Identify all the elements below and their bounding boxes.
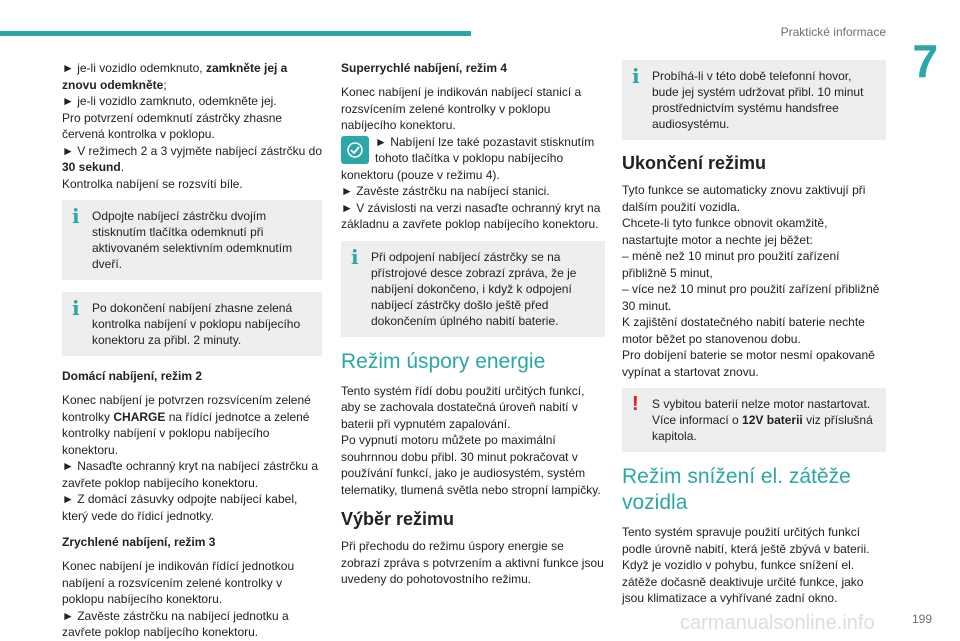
paragraph: – více než 10 minut pro použití zařízení přibližně 30 minut. bbox=[622, 282, 880, 313]
info-icon: i bbox=[72, 204, 80, 228]
text: Konec nabíjení je potvrzen rozsvícením zelené kontrolky bbox=[62, 393, 311, 424]
heading-energy-saving: Režim úspory energie bbox=[341, 349, 546, 373]
paragraph: – méně než 10 minut pro použití zařízení přibližně 5 minut, bbox=[622, 249, 840, 280]
note-text: viz příslušná kapitola. bbox=[652, 413, 873, 443]
paragraph bbox=[62, 392, 322, 458]
text: ► V režimech 2 a 3 vyjměte nabíjecí zástrčku do bbox=[62, 143, 322, 158]
section-title: Praktické informace bbox=[780, 25, 886, 39]
column-1 bbox=[62, 60, 322, 641]
heading-load-reduction: Režim snížení el. zátěže vozidla bbox=[622, 465, 851, 514]
text: na řídící jednotce a zelené kontrolky nabíjení v poklopu nabíjecího konektoru. bbox=[62, 409, 310, 457]
paragraph: Tyto funkce se automaticky znovu zaktivují při dalším použití vozidla. bbox=[622, 183, 866, 214]
paragraph: Když je vozidlo v pohybu, funkce snížení el. zátěže dočasně deaktivuje určité funkce, jako jsou klimatizace a vyhřívané zadní okno. bbox=[622, 558, 864, 605]
column-3 bbox=[622, 60, 886, 607]
paragraph: ► Zavěste zástrčku na nabíjecí jednotku a zavřete poklop nabíjecího konektoru. bbox=[62, 608, 289, 639]
charge-stop-button-icon bbox=[341, 136, 369, 164]
info-note bbox=[341, 241, 605, 337]
paragraph: ► Nasaďte ochranný kryt na nabíjecí zástrčku a zavřete poklop nabíjecího konektoru. bbox=[62, 459, 319, 490]
paragraph-with-icon bbox=[341, 134, 605, 184]
heading-exit-mode: Ukončení režimu bbox=[622, 153, 767, 173]
paragraph: Chcete-li tyto funkce obnovit okamžitě, nastartujte motor a nechte jej běžet: bbox=[622, 216, 828, 247]
warning-note bbox=[622, 388, 886, 452]
paragraph: Pro potvrzení odemknutí zástrčky zhasne červená kontrolka v poklopu. bbox=[62, 110, 283, 141]
paragraph: Při přechodu do režimu úspory energie se zobrazí zpráva s potvrzením a aktivní funkce jsou uvedeny do pohotovostního režimu. bbox=[341, 539, 604, 586]
chapter-number: 7 bbox=[912, 35, 938, 87]
info-icon: i bbox=[632, 64, 640, 88]
paragraph: ► V závislosti na verzi nasaďte ochranný kryt na základnu a zavřete poklop nabíjecího konektoru. bbox=[341, 200, 601, 231]
info-note bbox=[622, 60, 886, 140]
paragraph: Pro dobíjení baterie se motor nesmí opakovaně vypínat a startovat znovu. bbox=[622, 348, 875, 379]
info-note bbox=[62, 200, 322, 280]
info-icon: i bbox=[72, 296, 80, 320]
info-note bbox=[62, 292, 322, 356]
paragraph: ► je-li vozidlo zamknuto, odemkněte jej. bbox=[62, 94, 277, 108]
paragraph bbox=[62, 143, 322, 176]
heading-mode-selection: Výběr režimu bbox=[341, 509, 455, 529]
emphasis: CHARGE bbox=[113, 409, 166, 424]
column-2 bbox=[341, 60, 605, 588]
note-text: S vybitou baterií nelze motor nastartovat. Více informací o bbox=[652, 397, 871, 427]
paragraph: ► Zavěste zástrčku na nabíjecí stanici. bbox=[341, 184, 550, 198]
emphasis: 30 sekund bbox=[62, 160, 121, 174]
note-text: Po dokončení nabíjení zhasne zelená kontrolka nabíjení v poklopu nabíjecího konektoru za přibl. 2 minuty. bbox=[92, 301, 301, 347]
paragraph: K zajištění dostatečného nabití baterie nechte motor běžet po stanovenou dobu. bbox=[622, 315, 865, 346]
paragraph bbox=[62, 60, 322, 93]
paragraph: Tento systém řídí dobu použití určitých funkcí, aby se zachovala dostatečná úroveň nabití v baterii při vypnutém zapalování. bbox=[341, 383, 585, 431]
info-icon: i bbox=[351, 244, 359, 269]
text: ; bbox=[163, 77, 167, 92]
watermark: carmanualsonline.info bbox=[680, 612, 875, 634]
warning-icon: ! bbox=[632, 393, 639, 415]
paragraph: Kontrolka nabíjení se rozsvítí bíle. bbox=[62, 176, 243, 191]
paragraph: Tento systém spravuje použití určitých funkcí podle úrovně nabití, která ještě zbývá v baterii. bbox=[622, 525, 870, 556]
page-number: 199 bbox=[911, 612, 932, 626]
emphasis: zamkněte jej a znovu odemkněte bbox=[62, 61, 288, 92]
note-text: Probíhá-li v této době telefonní hovor, bude jej systém udržovat přibl. 10 minut prostřednictvím systému handsfree audiosystému. bbox=[652, 69, 864, 131]
subheading-mode2: Domácí nabíjení, režim 2 bbox=[62, 369, 203, 383]
paragraph: Konec nabíjení je indikován nabíjecí stanicí a rozsvícením zelené kontrolky v poklopu nabíjecího konektoru. bbox=[341, 85, 582, 132]
text: ► je-li vozidlo odemknuto, bbox=[62, 61, 206, 75]
emphasis: 12V baterii bbox=[742, 413, 803, 427]
note-text: Při odpojení nabíjecí zástrčky se na přístrojové desce zobrazí zpráva, že je nabíjení dokončeno, i když k odpojení nabíjecí zástrčky došlo ještě před dokončením úplného nabití baterie. bbox=[371, 249, 577, 328]
header-accent-bar bbox=[0, 31, 471, 36]
paragraph: Konec nabíjení je indikován řídící jednotkou nabíjení a rozsvícením zelené kontrolky v poklopu nabíjecího konektoru. bbox=[62, 559, 295, 606]
note-text: Odpojte nabíjecí zástrčku dvojím stisknutím tlačítka odemknutí při aktivovaném selektivním odemknutím dveří. bbox=[92, 209, 293, 271]
paragraph: Po vypnutí motoru můžete po maximální souhrnnou dobu přibl. 30 minut pokračovat v používání funkcí, jako je audiosystém, systém telematiky, tlumená světla nebo stropní lampičky. bbox=[341, 433, 601, 497]
paragraph: ► Nabíjení lze také pozastavit stisknutím tohoto tlačítka v poklopu nabíjecího konektoru (pouze v režimu 4). bbox=[341, 134, 595, 182]
paragraph: ► Z domácí zásuvky odpojte nabíjecí kabel, který vede do řídicí jednotky. bbox=[62, 492, 298, 523]
text: . bbox=[120, 160, 125, 174]
subheading-mode3: Zrychlené nabíjení, režim 3 bbox=[62, 535, 216, 549]
subheading-mode4: Superrychlé nabíjení, režim 4 bbox=[341, 61, 508, 75]
